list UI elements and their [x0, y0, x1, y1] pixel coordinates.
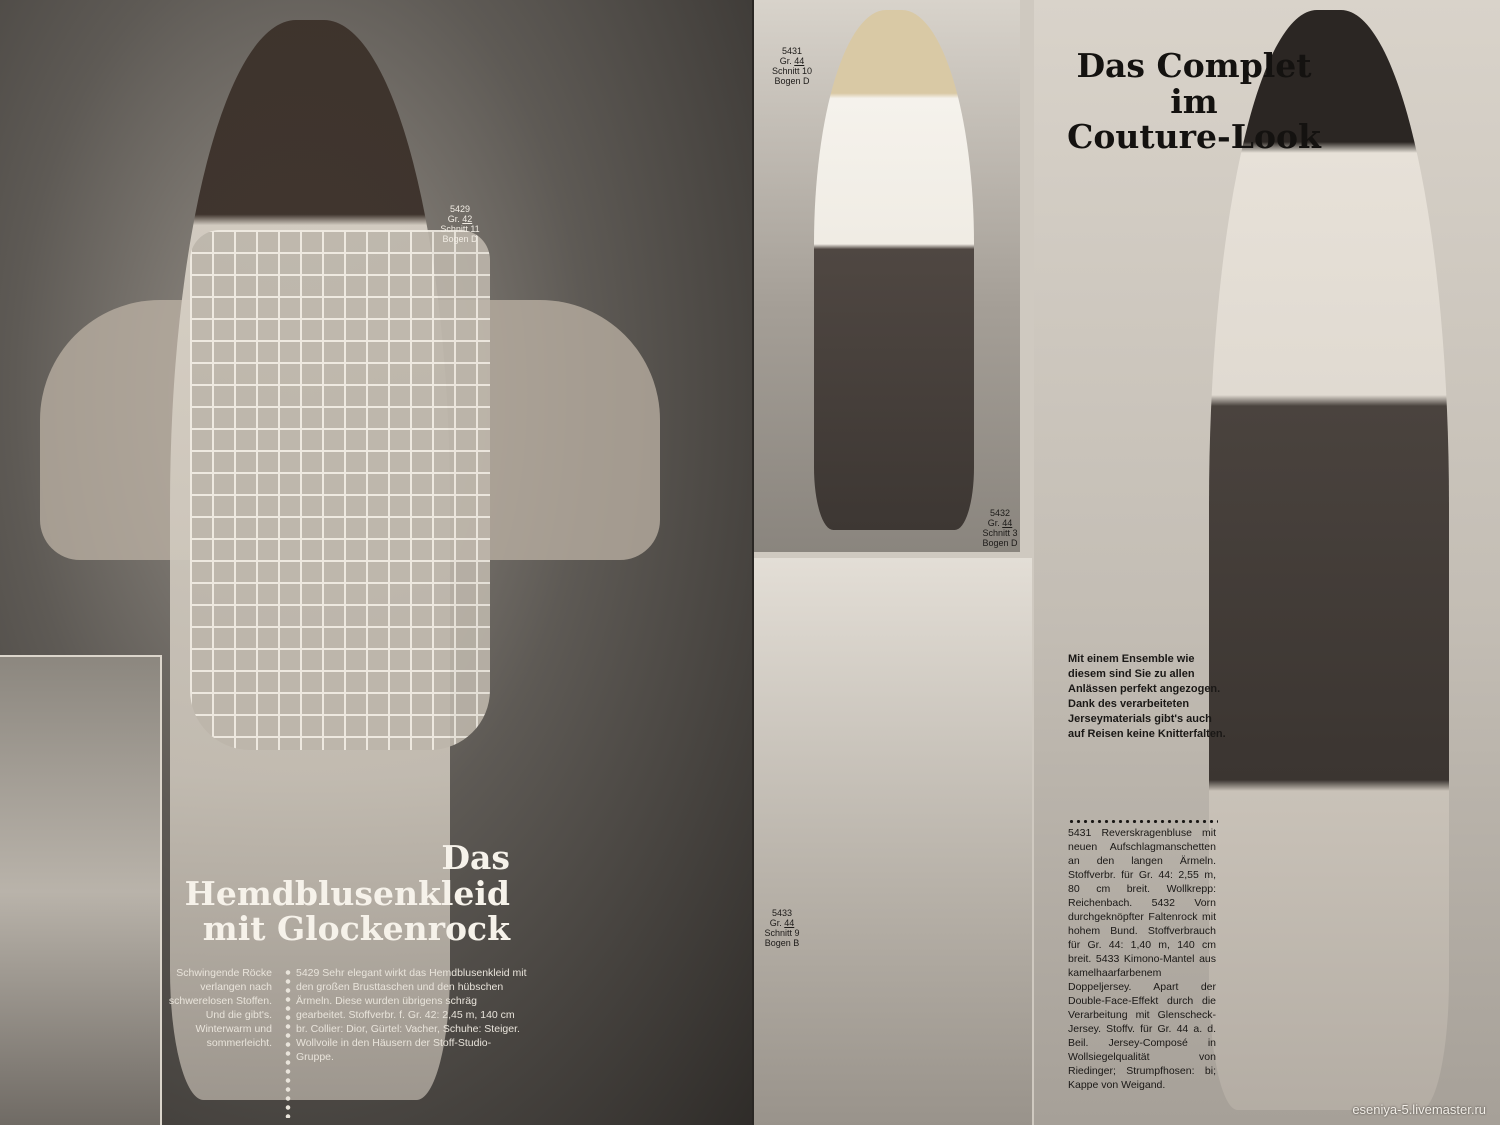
headline-line-3: mit Glockenrock: [202, 909, 510, 949]
ref-bogen: Bogen D: [774, 76, 810, 86]
inset-photo: [0, 655, 162, 1125]
pattern-ref-5433: [754, 908, 810, 948]
ref-schnitt: Schnitt 3: [982, 528, 1018, 538]
ref-bogen: Bogen B: [764, 938, 800, 948]
ref-bogen: Bogen D: [442, 234, 478, 244]
ref-schnitt: Schnitt 10: [771, 66, 813, 76]
ref-size: Gr. 44: [987, 518, 1013, 528]
body-paragraph: 5429 Sehr elegant wirkt das Hemdblusenkleid mit den großen Brusttaschen und den hübschen Ärmeln. Diese wurden übrigens schräg gearbeitet. Stoffverbr. f. Gr. 42: 2,45 m, 140 cm br. Collier: Dior, Gürtel: Vacher, Schuhe: Steiger. Wollvoile in den Häusern der Stoff-Studio-Gruppe.: [296, 967, 527, 1063]
checked-dress-pattern: [190, 230, 490, 750]
right-intro-text: Mit einem Ensemble wie diesem sind Sie zu allen Anlässen perfekt angezogen. Dank des verarbeiteten Jerseymaterials gibt's auch auf Reisen keine Knitterfalten.: [1068, 653, 1226, 740]
model-figure-blouse: [814, 10, 974, 530]
pattern-ref-5431: [762, 46, 822, 86]
ref-schnitt: Schnitt 11: [440, 224, 480, 234]
right-body-text: [1068, 818, 1216, 1092]
left-body-text: [282, 966, 528, 1064]
body-paragraph: 5431 Reverskragenbluse mit neuen Aufschlagmanschetten an den langen Ärmeln. Stoffverbr. für Gr. 44: 2,55 m, 80 cm breit. Wollkrepp: Reichenbach. 5432 Vorn durchgeknöpfter Faltenrock mit hohem Bund. Stoffverbrauch für Gr. 44: 1,40 m, 140 cm breit. 5433 Kimono-Mantel aus kamelhaarfarbenem Doppeljersey. Apart der Double-Face-Effekt durch die Verarbeitung mit Glenscheck-Jersey. Stoffv. für Gr. 44 a. d. Beil. Jersey-Composé in Wollsiegelqualität von Riedinger; Strumpfhosen: bi; Kappe von Weigand.: [1068, 827, 1216, 1091]
pattern-ref-5429: [430, 204, 490, 244]
ref-size: Gr. 44: [769, 918, 795, 928]
ref-size: Gr. 44: [779, 56, 805, 66]
model-figure-ensemble: [1209, 10, 1449, 1110]
ref-bogen: Bogen D: [982, 538, 1018, 548]
left-intro-text: Schwingende Röcke verlangen nach schwerelosen Stoffen. Und die gibt's. Winterwarm und sommerleicht.: [168, 967, 272, 1049]
right-headline: [1044, 48, 1344, 155]
headline-line-2: Hemdblusenkleid: [184, 873, 510, 913]
ref-number: 5433: [771, 908, 793, 918]
ref-number: 5431: [781, 46, 803, 56]
ref-size: Gr. 42: [447, 214, 473, 224]
headline-line-1: Das Complet: [1076, 46, 1312, 85]
headline-line-2: im: [1170, 81, 1218, 121]
watermark: eseniya-5.livemaster.ru: [1352, 1102, 1486, 1117]
headline-line-1: Das: [441, 838, 510, 877]
left-headline: [150, 840, 510, 947]
ref-number: 5429: [449, 204, 471, 214]
coat-photo: [754, 558, 1032, 1125]
headline-line-3: Couture-Look: [1067, 117, 1321, 157]
pattern-ref-5432: [970, 508, 1030, 548]
ref-schnitt: Schnitt 9: [764, 928, 800, 938]
ref-number: 5432: [989, 508, 1011, 518]
right-page: [754, 0, 1500, 1125]
